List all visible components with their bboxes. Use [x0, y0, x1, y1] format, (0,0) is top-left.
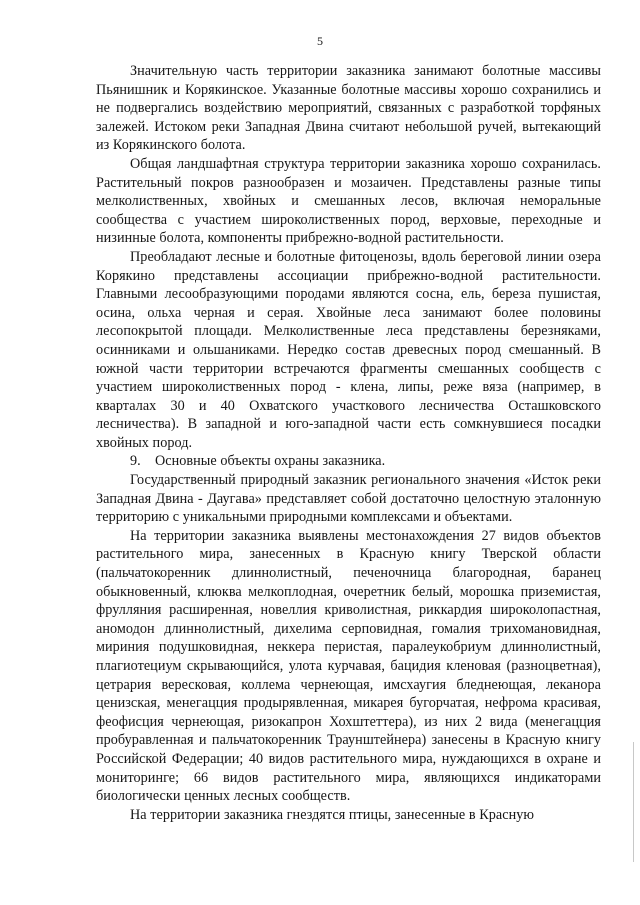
paragraph-red-book-plants: На территории заказника выявлены местонахождения 27 видов объектов растительного мира, занесенных в Красную книгу Тверской области (пальчатокоренник длиннолистный, печеночница благородная, баранец обыкновенный, клюква мелкоплодная, очеретник белый, морошка приземистая, фрулляния расширенная, новеллия криволистная, риккардия широколопастная, аномодон длиннолистный, дихелима серповидная, гомалия трихомановидная, мириния подушковидная, неккера перистая, паралеукобриум длиннолистный, плагиотециум скрывающийся, улота курчавая, бацидия кленовая (разноцветная), цетрария вересковая, коллема чернеющая, имсхаугия бледнеющая, леканора ценизская, менегацция продырявленная, микарея бугорчатая, нефрома красивая, феофисция чернеющая, ризокапрон Хохштеттера), из них 2 вида (менегацция пробуравленная и пальчатокоренник Траунштейнера) занесены в Красную книгу Российской Федерации; 40 видов растительного мира, нуждающихся в охране и мониторинге; 66 видов растительного мира, являющихся индикаторами биологически ценных лесных сообществ. [96, 527, 601, 805]
paragraph-landscape-structure: Общая ландшафтная структура территории заказника хорошо сохранилась. Растительный покров разнообразен и мозаичен. Представлены разные типы мелколиственных, хвойных и смешанных лесов, включая неморальные сообщества с участием широколиственных пород, верховые, переходные и низинные болота, компоненты прибрежно-водной растительности. [96, 155, 601, 247]
page-number: 5 [317, 34, 323, 48]
paragraph-birds: На территории заказника гнездятся птицы, занесенные в Красную [130, 806, 535, 823]
section-heading-protection-objects: 9. Основные объекты охраны заказника. [130, 453, 386, 470]
paragraph-bog-massifs: Значительную часть территории заказника занимают болотные массивы Пьянишник и Корякинское. Указанные болотные массивы хорошо сохранились и не подвергались воздействию мероприятий, связанных с разработкой торфяных залежей. Истоком реки Западная Двина считают небольшой ручей, вытекающий из Корякинского болота. [96, 63, 601, 154]
paragraph-reserve-description: Государственный природный заказник регионального значения «Исток реки Западная Двина - Даугава» представляет собой достаточно целостную эталонную территорию с уникальными природными комплексами и объектами. [96, 472, 601, 526]
document-body [96, 62, 601, 824]
paragraph-phytocenoses: Преобладают лесные и болотные фитоценозы, вдоль береговой линии озера Корякино представлены ассоциации прибрежно-водной растительности. Главными лесообразующими породами являются сосна, ель, береза пушистая, осина, ольха черная и серая. Хвойные леса занимают более половины лесопокрытой площади. Мелколиственные леса представлены березняками, осинниками и ольшаниками. Нередко состав древесных пород смешанный. В южной части территории встречаются фрагменты смешанных сообществ с участием широколиственных пород - клена, липы, реже вяза (например, в кварталах 30 и 40 Охватского участкового лесничества Осташковского лесничества). В западной и юго-западной части есть сомкнувшиеся посадки хвойных пород. [96, 248, 601, 451]
scan-edge-mark [633, 742, 634, 862]
